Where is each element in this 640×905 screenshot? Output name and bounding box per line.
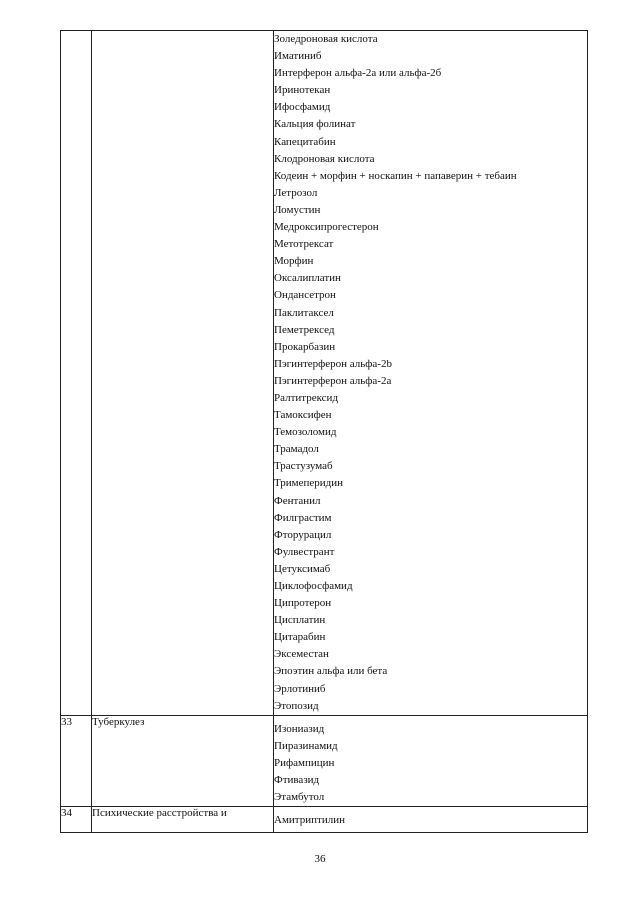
drug-item: Цитарабин xyxy=(274,631,326,644)
medication-table xyxy=(60,30,588,833)
drug-item: Эпоэтин альфа или бета xyxy=(274,665,388,678)
drug-item: Прокарбазин xyxy=(274,340,336,353)
drug-list-cell xyxy=(274,31,588,716)
drug-item: Фентанил xyxy=(274,494,321,507)
drug-item: Пеметрексед xyxy=(274,323,335,336)
drug-item: Эрлотиниб xyxy=(274,682,326,695)
drug-item: Медроксипрогестерон xyxy=(274,221,379,234)
drug-item: Морфин xyxy=(274,255,314,268)
drug-item: Этамбутол xyxy=(274,791,325,804)
drug-item: Золедроновая кислота xyxy=(274,33,378,45)
drug-item: Фтивазид xyxy=(274,774,320,787)
drug-item: Цетуксимаб xyxy=(274,562,331,575)
drug-item: Филграстим xyxy=(274,511,332,524)
drug-item: Пэгинтерферон альфа-2а xyxy=(274,374,392,387)
drug-item: Цисплатин xyxy=(274,614,326,627)
drug-item: Пиразинамид xyxy=(274,739,338,752)
row-number-cell xyxy=(61,31,92,716)
drug-item: Амитриптилин xyxy=(274,814,345,827)
page-number: 36 xyxy=(314,853,326,865)
disease-cell: Психические расстройства и xyxy=(92,807,274,833)
drug-item: Ралтитрексид xyxy=(274,391,339,404)
drug-item: Изониазид xyxy=(274,722,325,735)
drug-list-cell xyxy=(274,715,588,806)
drug-item: Оксалиплатин xyxy=(274,272,341,285)
drug-item: Метотрексат xyxy=(274,238,334,251)
table-row xyxy=(61,807,588,833)
drug-item: Циклофосфамид xyxy=(274,580,353,592)
drug-item: Клодроновая кислота xyxy=(274,152,375,165)
drug-item: Иринотекан xyxy=(274,84,331,97)
drug-item: Трастузумаб xyxy=(274,460,333,473)
drug-item: Трамадол xyxy=(274,443,319,456)
drug-item: Летрозол xyxy=(274,186,318,199)
drug-item: Фторурацил xyxy=(274,528,332,541)
drug-item: Этопозид xyxy=(274,699,319,712)
drug-item: Паклитаксел xyxy=(274,306,334,319)
row-number-cell: 33 xyxy=(61,715,92,806)
drug-item: Тамоксифен xyxy=(274,409,332,422)
table-row xyxy=(61,31,588,716)
disease-cell: Туберкулез xyxy=(92,715,274,806)
drug-item: Капецитабин xyxy=(274,135,336,148)
drug-item: Темозоломид xyxy=(274,426,337,439)
drug-item: Интерферон альфа-2а или альфа-2б xyxy=(274,67,442,80)
drug-item: Ципротерон xyxy=(274,597,332,610)
disease-cell xyxy=(92,31,274,716)
drug-item: Фулвестрант xyxy=(274,545,335,558)
drug-list-cell xyxy=(274,807,588,833)
row-number-cell: 34 xyxy=(61,807,92,833)
drug-item: Пэгинтерферон альфа-2b xyxy=(274,357,392,370)
drug-item: Рифампицин xyxy=(274,756,335,769)
drug-item: Ифосфамид xyxy=(274,101,331,114)
drug-item: Ондансетрон xyxy=(274,289,336,302)
drug-item: Иматиниб xyxy=(274,50,322,63)
drug-item: Ломустин xyxy=(274,203,321,216)
table-row xyxy=(61,715,588,806)
drug-item: Тримеперидин xyxy=(274,477,344,490)
drug-item: Кальция фолинат xyxy=(274,118,356,131)
drug-item: Кодеин + морфин + носкапин + папаверин + тебаин xyxy=(274,169,517,182)
drug-item: Эксеместан xyxy=(274,648,329,661)
